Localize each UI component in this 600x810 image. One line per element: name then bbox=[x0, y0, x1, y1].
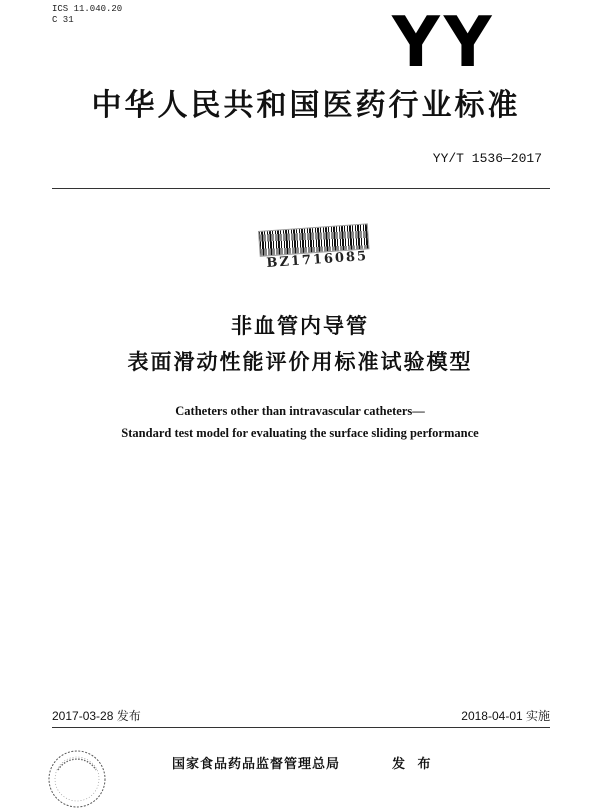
top-divider bbox=[52, 188, 550, 189]
standard-number: YY/T 1536—2017 bbox=[432, 151, 542, 166]
issue-date: 2017-03-28 发布 bbox=[52, 709, 141, 723]
bottom-divider bbox=[52, 727, 550, 728]
ics-code: ICS 11.040.20 bbox=[52, 4, 123, 14]
title-cn-line1: 非血管内导管 bbox=[231, 314, 369, 338]
standard-category-title: 中华人民共和国医药行业标准 bbox=[91, 88, 521, 123]
title-en-line2: Standard test model for evaluating the surface sliding performance bbox=[121, 426, 479, 440]
barcode bbox=[258, 231, 368, 277]
yy-logo: YY bbox=[392, 1, 496, 83]
ccs-code: C 31 bbox=[52, 15, 74, 25]
seal-icon bbox=[46, 748, 108, 810]
implementation-date: 2018-04-01 实施 bbox=[461, 709, 550, 723]
barcode-number: BZ1716085 bbox=[266, 248, 369, 271]
issuer-suffix: 发 布 bbox=[392, 757, 435, 772]
issuing-authority: 国家食品药品监督管理总局 bbox=[172, 757, 341, 772]
title-cn-line2: 表面滑动性能评价用标准试验模型 bbox=[127, 350, 473, 374]
title-en-line1: Catheters other than intravascular catheters— bbox=[175, 404, 425, 418]
